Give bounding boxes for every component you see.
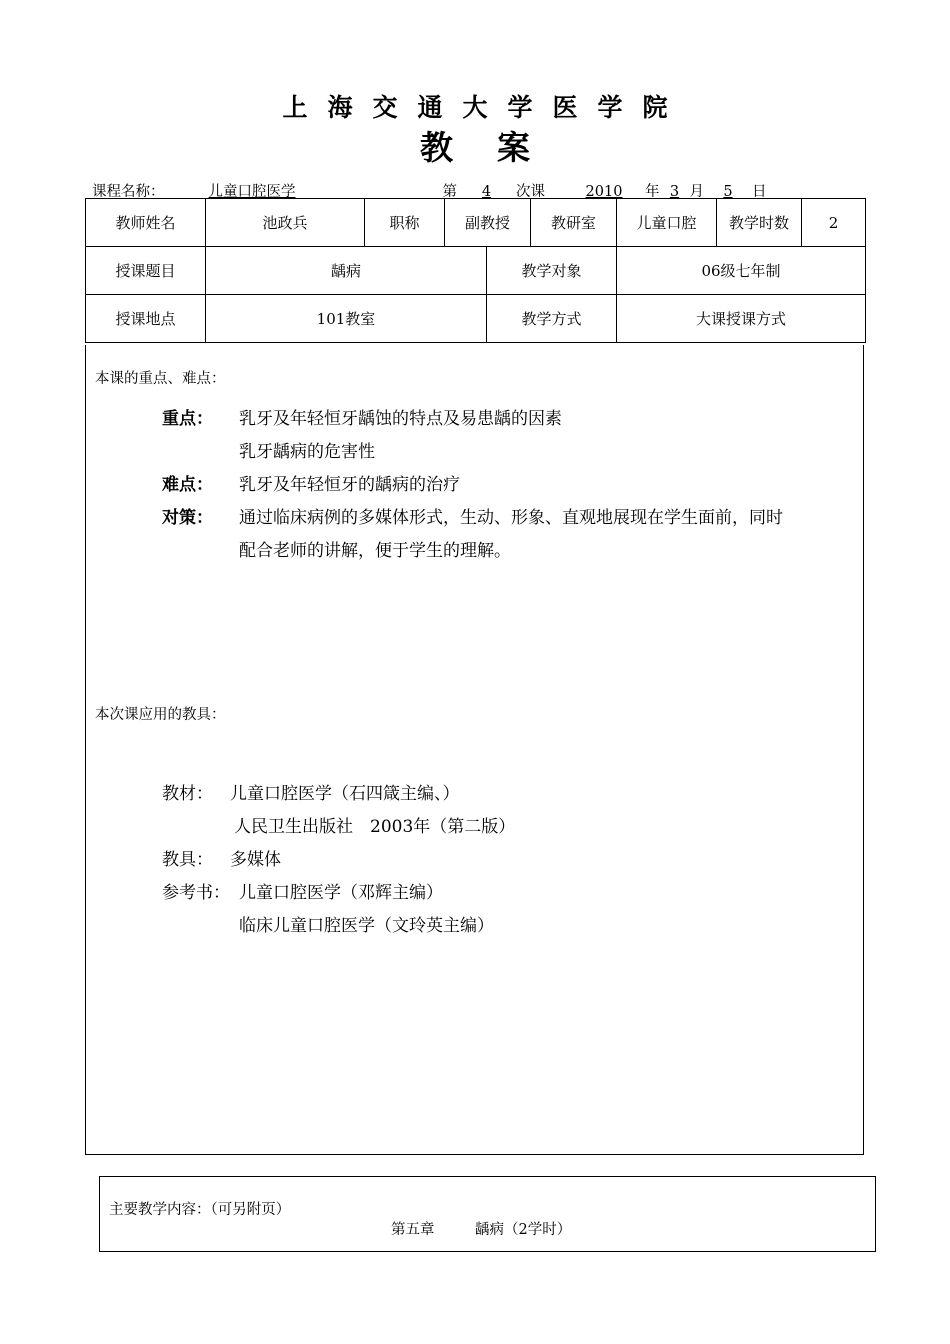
key-points-heading: 本课的重点、难点： [95, 371, 226, 387]
date-month: 3 [669, 184, 680, 200]
hours-label: 教学时数 [717, 199, 802, 247]
dept-label: 教研室 [531, 199, 617, 247]
textbook-publisher: 人民卫生出版社 2003年（第二版） [234, 817, 516, 837]
course-label: 课程名称： [92, 184, 165, 200]
difficulty-label: 难点： [162, 475, 213, 495]
lesson-details-box [85, 345, 864, 1155]
teaching-tools-heading: 本次课应用的教具： [95, 707, 226, 723]
teacher-label: 教师姓名 [86, 199, 206, 247]
document-title: 教案 [420, 128, 574, 167]
course-info-table [85, 198, 866, 343]
lesson-prefix: 第 [442, 184, 457, 200]
year-label: 年 [645, 184, 660, 200]
target-audience: 06级七年制 [617, 247, 866, 295]
method-label: 教学方式 [487, 295, 617, 343]
table-row [86, 295, 866, 343]
place-label: 授课地点 [86, 295, 206, 343]
date-day: 5 [723, 184, 733, 200]
teaching-method: 大课授课方式 [617, 295, 866, 343]
strategy-line-1: 通过临床病例的多媒体形式，生动、形象、直观地展现在学生面前，同时 [239, 508, 783, 528]
course-name: 儿童口腔医学 [208, 184, 296, 200]
strategy-line-2: 配合老师的讲解，便于学生的理解。 [239, 541, 511, 561]
main-content-box [99, 1176, 876, 1252]
dept-name: 儿童口腔 [617, 199, 717, 247]
reference-book-2: 临床儿童口腔医学（文玲英主编） [239, 916, 494, 936]
lesson-topic: 龋病 [206, 247, 487, 295]
school-name: 上海交通大学医学院 [282, 93, 688, 122]
teaching-hours: 2 [802, 199, 866, 247]
table-row [86, 199, 866, 247]
difficulty-point: 乳牙及年轻恒牙的龋病的治疗 [239, 475, 460, 495]
table-row [86, 247, 866, 295]
topic-label: 授课题目 [86, 247, 206, 295]
chapter-number: 第五章 [391, 1222, 435, 1238]
reference-book-1: 儿童口腔医学（邓辉主编） [239, 883, 443, 903]
aids-label: 教具： [162, 850, 213, 870]
audience-label: 教学对象 [487, 247, 617, 295]
teaching-aids: 多媒体 [230, 850, 281, 870]
textbook-title: 儿童口腔医学（石四箴主编、） [230, 784, 460, 804]
teacher-name: 池政兵 [206, 199, 365, 247]
lesson-suffix: 次课 [516, 184, 545, 200]
focus-point-1: 乳牙及年轻恒牙龋蚀的特点及易患龋的因素 [239, 409, 562, 429]
date-year: 2010 [585, 184, 623, 200]
strategy-label: 对策： [162, 508, 213, 528]
month-label: 月 [689, 184, 704, 200]
lesson-place: 101教室 [206, 295, 487, 343]
lesson-number: 4 [481, 184, 492, 200]
chapter-title: 龋病（2学时） [475, 1222, 572, 1238]
reference-label: 参考书： [162, 883, 230, 903]
textbook-label: 教材： [162, 784, 213, 804]
title-label: 职称 [365, 199, 445, 247]
day-label: 日 [752, 184, 767, 200]
teacher-title: 副教授 [445, 199, 531, 247]
main-content-label: 主要教学内容：（可另附页） [109, 1202, 291, 1218]
focus-label: 重点： [162, 409, 213, 429]
focus-point-2: 乳牙龋病的危害性 [239, 442, 375, 462]
